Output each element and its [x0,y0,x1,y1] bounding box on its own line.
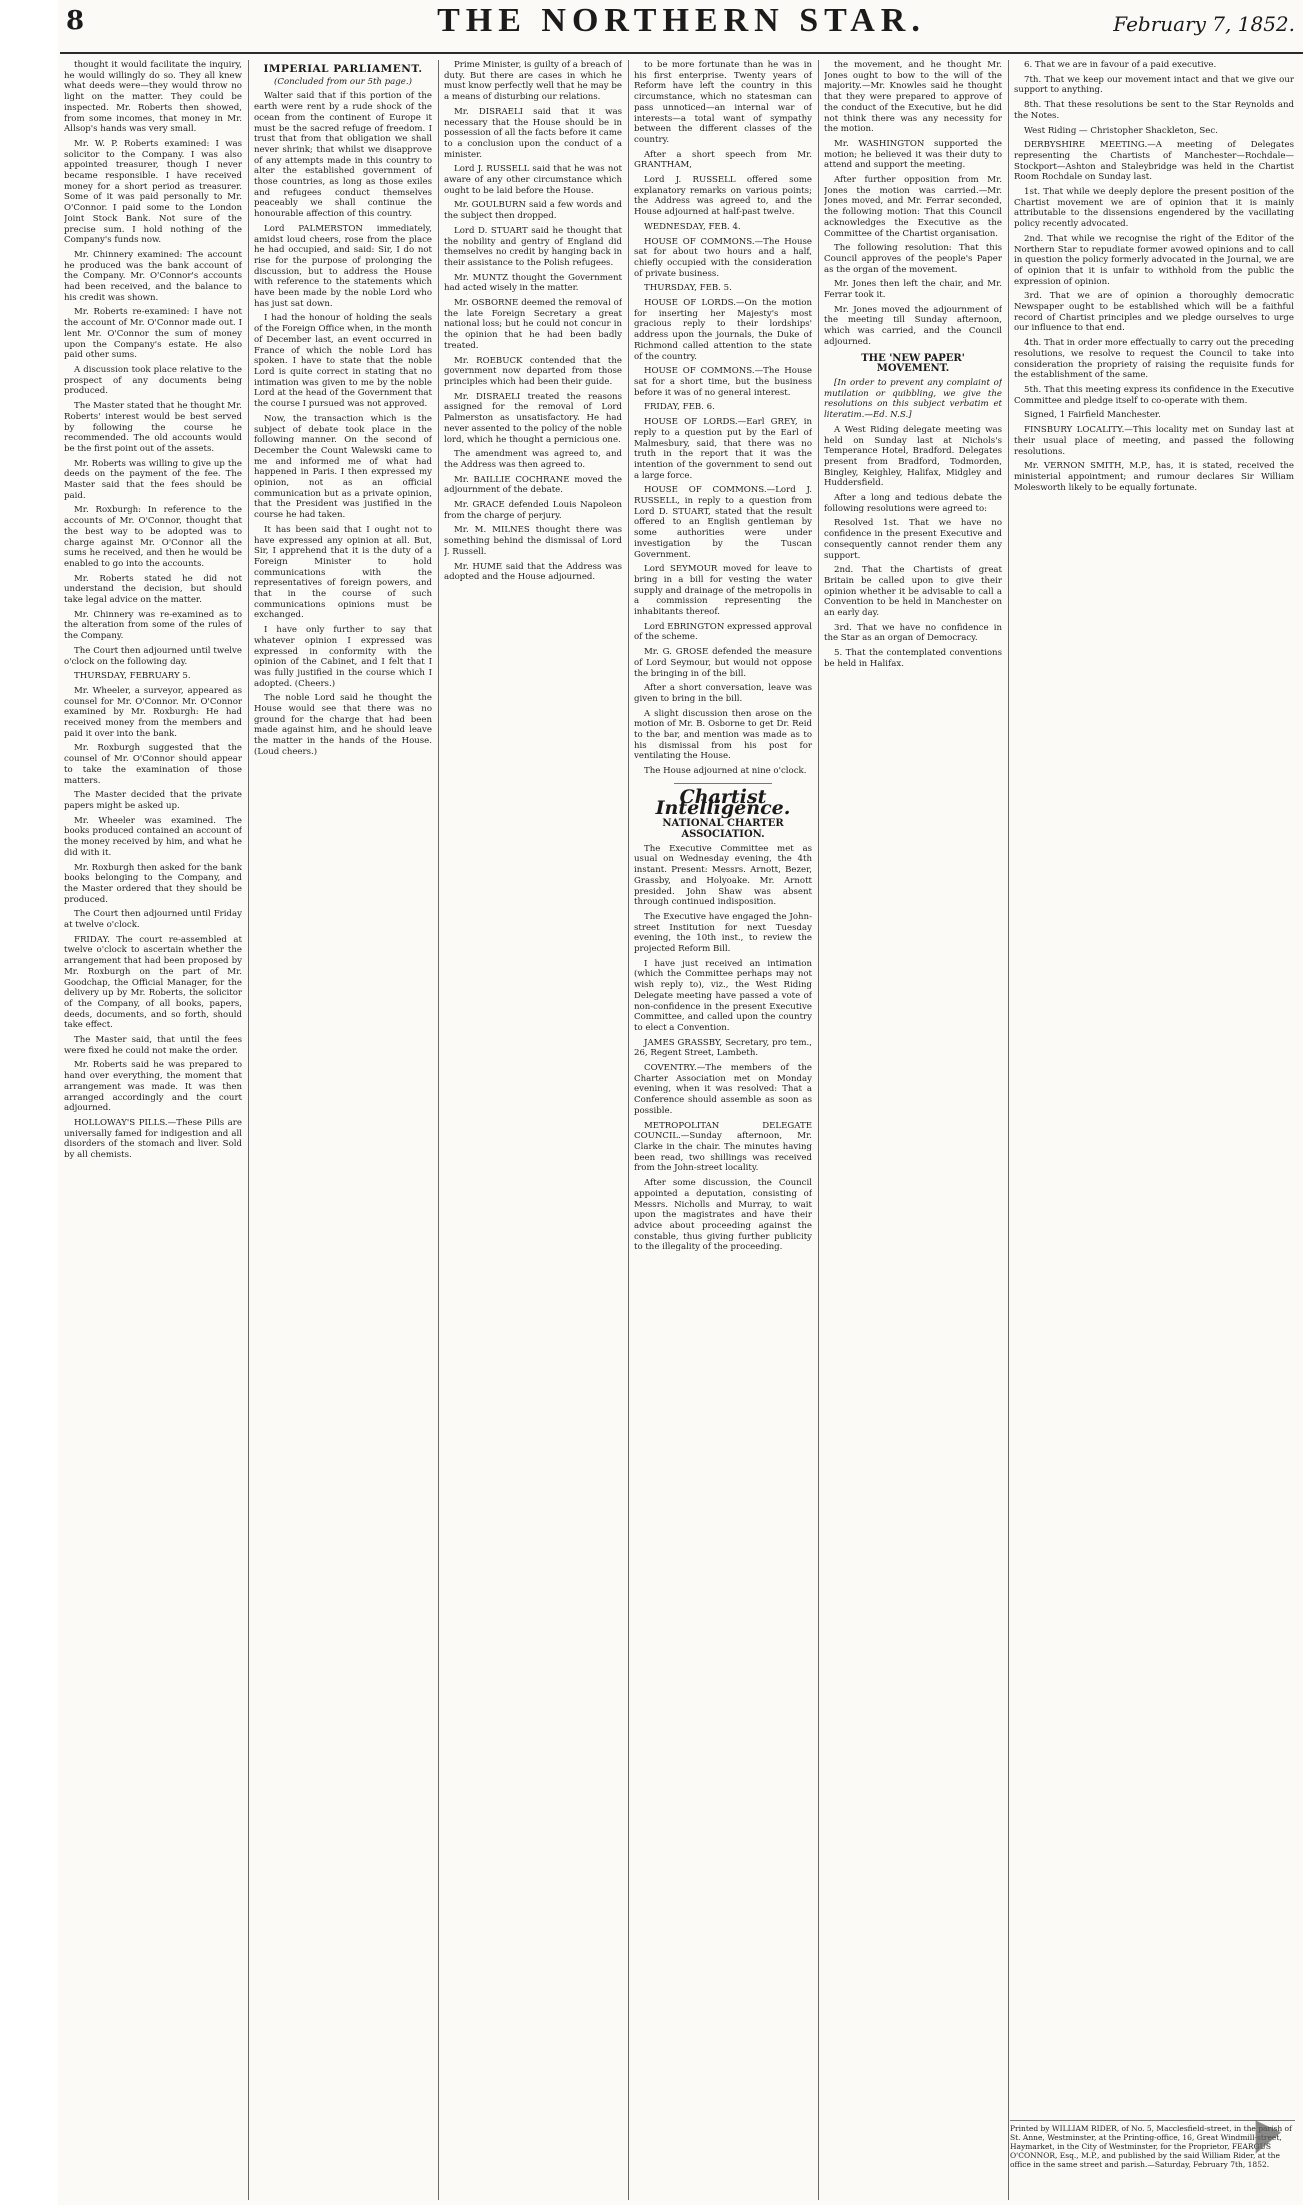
column-2 [254,60,432,2200]
article-paragraph: After some discussion, the Council appointed a deputation, consisting of Messrs. Nicholls and Murray, to wait upon the magistrates and have their advice about proceeding against the constable, thus giving further publicity to the illegality of the proceeding. [634,1178,812,1253]
article-paragraph: A slight discussion then arose on the motion of Mr. B. Osborne to get Dr. Reid to the bar, and mention was made as to his dismissal from his post for ventilating the House. [634,708,812,762]
new-paper-movement-heading: THE 'NEW PAPER' MOVEMENT. [861,352,965,375]
article-paragraph: WEDNESDAY, FEB. 4. [644,221,741,232]
article-paragraph: thought it would facilitate the inquiry, he would willingly do so. They all knew what deeds were—they would throw no light on the matter. They could be inspected. Mr. Roberts then showed, from some incomes, that money in Mr. Allsop's hands was very small. [64,60,242,135]
article-paragraph: It has been said that I ought not to have expressed any opinion at all. But, Sir, I apprehend that it is the duty of a Foreign Minister to hold communications with the representatives of foreign powers, and that in the course of such communications opinions must be exchanged. [254,524,432,621]
masthead [60,0,1303,52]
column-2-body [254,91,432,757]
article-paragraph: A West Riding delegate meeting was held on Sunday last at Nichols's Temperance Hotel, Bradford. Delegates present from Bradford, Todmorden, Bingley, Keighley, Halifax, Midgley and Huddersfield. [824,424,1002,489]
article-paragraph: Mr. Jones moved the adjournment of the meeting till Sunday afternoon, which was carried, and the Council adjourned. [824,304,1002,347]
new-paper-movement-body [824,425,1002,670]
article-paragraph: 2nd. That the Chartists of great Britain be called upon to give their opinion whether it be advisable to call a Convention to be held in Manchester on an early day. [824,565,1002,619]
article-paragraph: METROPOLITAN DELEGATE COUNCIL.—Sunday afternoon, Mr. Clarke in the chair. The minutes having been read, two shillings was received from the John-street locality. [634,1120,812,1174]
column-1 [64,60,242,2200]
article-paragraph: JAMES GRASSBY, Secretary, pro tem., 26, Regent Street, Lambeth. [634,1037,812,1059]
article-paragraph: Mr. HUME said that the Address was adopted and the House adjourned. [444,561,622,583]
article-paragraph: Mr. Wheeler, a surveyor, appeared as counsel for Mr. O'Connor. Mr. O'Connor examined by Mr. Roxburgh: He had received money from the members and paid it over into the bank. [64,685,242,739]
article-paragraph: 1st. That while we deeply deplore the present position of the Chartist movement we are of opinion that it is mainly attributable to the dissensions engendered by the vacillating policy recently advocated. [1014,187,1294,230]
article-paragraph: The Master stated that he thought Mr. Roberts' interest would be best served by following the course he recommended. The old accounts would be the first point out of the assets. [64,401,242,454]
column-6 [1014,60,1294,2110]
article-paragraph: The Master decided that the private papers might be asked up. [64,790,242,811]
masthead-rule [60,52,1303,54]
article-paragraph: Mr. Roberts said he was prepared to hand over everything, the moment that arrangement was made. It was then arranged accordingly and the court adjourned. [64,1060,242,1114]
article-paragraph: Mr. Chinnery examined: The account he produced was the bank account of the Company. Mr. O'Connor's accounts had been received, and the balance to his credit was shown. [64,249,242,303]
column-divider [1008,60,1009,2200]
article-paragraph: The noble Lord said he thought the House would see that there was no ground for the charge that had been made against him, and he should leave the matter in the hands of the House. (Loud cheers.) [254,693,432,757]
article-paragraph: 2nd. That while we recognise the right of the Editor of the Northern Star to repudiate former avowed opinions and to call in question the policy formerly advocated in the Journal, we are of opinion that it is unfair to withhold from the public the expression of opinion. [1014,233,1294,287]
article-paragraph: Mr. BAILLIE COCHRANE moved the adjournment of the debate. [444,474,622,496]
article-paragraph: Mr. Roxburgh: In reference to the accounts of Mr. O'Connor, thought that the best way to be adopted was to charge against Mr. O'Connor all the sums he received, and then he would be enabled to go into the accounts. [64,505,242,569]
section-heading-parliament: IMPERIAL PARLIAMENT. [263,63,423,75]
article-paragraph: Mr. Chinnery was re-examined as to the alteration from some of the rules of the Company. [64,609,242,642]
article-paragraph: Mr. G. GROSE defended the measure of Lord Seymour, but would not oppose the bringing in of the bill. [634,647,812,679]
article-paragraph: FINSBURY LOCALITY.—This locality met on Sunday last at their usual place of meeting, and passed the following resolutions. [1014,425,1294,457]
article-paragraph: Resolved 1st. That we have no confidence in the present Executive and consequently cannot render them any support. [824,518,1002,561]
article-paragraph: 5th. That this meeting express its confidence in the Executive Committee and pledge itself to co-operate with them. [1014,384,1294,406]
article-paragraph: After a short conversation, leave was given to bring in the bill. [634,683,812,704]
article-paragraph: Lord SEYMOUR moved for leave to bring in a bill for vesting the water supply and drainage of the metropolis in a commission representing the inhabitants thereof. [634,564,812,618]
article-paragraph: HOLLOWAY'S PILLS.—These Pills are universally famed for indigestion and all disorders of the stomach and liver. Sold by all chemists. [64,1117,242,1161]
article-paragraph: West Riding — Christopher Shackleton, Sec. [1024,125,1218,136]
column-divider [438,60,439,2200]
article-paragraph: Mr. Jones then left the chair, and Mr. Ferrar took it. [824,279,1002,301]
article-paragraph: Mr. GOULBURN said a few words and the subject then dropped. [444,200,622,222]
column-4 [634,60,812,2200]
article-paragraph: Lord D. STUART said he thought that the nobility and gentry of England did themselves no credit by hanging back in their assistance to the Polish refugees. [444,225,622,268]
column-divider [248,60,249,2200]
article-paragraph: FRIDAY. The court re-assembled at twelve o'clock to ascertain whether the arrangement that had been proposed by Mr. Roxburgh on the part of Mr. Goodchap, the Official Manager, for the delivery up by Mr. Roberts, the solicitor of the Company, of all books, papers, deeds, documents, and so forth, should take effect. [64,934,242,1031]
article-paragraph: to be more fortunate than he was in his first enterprise. Twenty years of Reform have left the country in this circumstance, which no statesman can pass unnoticed—an internal war of interests—a total want of sympathy between the different classes of the country. [634,60,812,145]
article-paragraph: 8th. That these resolutions be sent to the Star Reynolds and the Notes. [1014,100,1294,121]
article-paragraph: Mr. Roberts re-examined: I have not the account of Mr. O'Connor made out. I lent Mr. O'Connor the sum of money upon the Company's estate. He also paid other sums. [64,307,242,361]
article-paragraph: The House adjourned at nine o'clock. [644,766,807,777]
article-paragraph: HOUSE OF COMMONS.—Lord J. RUSSELL, in reply to a question from Lord D. STUART, stated that the result offered to an English gentleman by some authorities were under investigation by the Tuscan Government. [634,485,812,560]
article-paragraph: Mr. Roberts was willing to give up the deeds on the payment of the fee. The Master said that the fees should be paid. [64,458,242,501]
article-paragraph: Mr. Roxburgh suggested that the counsel of Mr. O'Connor should appear to take the examination of those matters. [64,743,242,786]
article-paragraph: the movement, and he thought Mr. Jones ought to bow to the will of the majority.—Mr. Knowles said he thought that they were prepared to approve of the conduct of the Executive, but he did not think there was any necessity for the motion. [824,60,1002,135]
printer-imprint: Printed by WILLIAM RIDER, of No. 5, Macclesfield-street, in the parish of St. Anne, Westminster, at the Printing-office, 16, Great Windmill-street, Haymarket, in the City of Westminster, for the Proprietor, FEARGUS O'CONNOR, Esq., M.P., and published by the said William Rider, at the office in the same street and parish.—Saturday, February 7th, 1852. [1010,2120,1295,2169]
article-paragraph: The Executive Committee met as usual on Wednesday evening, the 4th instant. Present: Messrs. Arnott, Bezer, Grassby, and Holyoake. Mr. Arnott presided. John Shaw was absent through continued indisposition. [634,843,812,908]
column-5 [824,60,1002,2200]
page-number: 8 [66,6,85,36]
article-paragraph: Mr. W. P. Roberts examined: I was solicitor to the Company. I was also appointed treasurer, though I never became responsible. I have received money for a short period as treasurer. Some of it was paid personally to Mr. O'Connor. I paid some to the London Joint Stock Bank. Not sure of the precise sum. I hold nothing of the Company's funds now. [64,138,242,246]
article-paragraph: Mr. WASHINGTON supported the motion; he believed it was their duty to attend and support the meeting. [824,138,1002,171]
article-paragraph: HOUSE OF COMMONS.—The House sat for a short time, but the business before it was of no general interest. [634,366,812,398]
column-3 [444,60,622,2200]
editor-note: [In order to prevent any complaint of mutilation or quibbling, we give the resolutions on this subject verbatim et literatim.—Ed. N.S.] [824,377,1002,421]
article-paragraph: Walter said that if this portion of the earth were rent by a rude shock of the ocean from the continent of Europe it must be the sacred refuge of freedom. I trust that from that obligation we shall never shrink; that whilst we disapprove of any attempts made in this country to alter the established government of those countries, as long as those exiles and refugees conduct themselves peaceably we shall continue the honourable affection of this country. [254,91,432,220]
article-paragraph: HOUSE OF COMMONS.—The House sat for about two hours and a half, chiefly occupied with the consideration of private business. [634,236,812,279]
article-paragraph: The Court then adjourned until Friday at twelve o'clock. [64,909,242,931]
article-paragraph: Lord J. RUSSELL offered some explanatory remarks on various points; the Address was agreed to, and the House adjourned at half-past twelve. [634,175,812,218]
article-paragraph: THURSDAY, FEB. 5. [644,283,732,294]
article-paragraph: Mr. OSBORNE deemed the removal of the late Foreign Secretary a great national loss; but he could not concur in the opinion that he had been badly treated. [444,298,622,351]
article-paragraph: I had the honour of holding the seals of the Foreign Office when, in the month of December last, an event occurred in France of which the noble Lord has spoken. I have to state that the noble Lord is quite correct in stating that no intimation was given to me by the noble Lord at the head of the Government that the course I pursued was not approved. [254,313,432,410]
column-divider [818,60,819,2200]
article-paragraph: Mr. VERNON SMITH, M.P., has, it is stated, received the ministerial appointment; and rumour declares Sir William Molesworth likely to be equally fortunate. [1014,461,1294,493]
article-paragraph: Mr. Wheeler was examined. The books produced contained an account of the money received by him, and what he did with it. [64,815,242,858]
article-paragraph: Lord PALMERSTON immediately, amidst loud cheers, rose from the place he had occupied, and said: Sir, I do not rise for the purpose of prolonging the discussion, but to address the House with reference to the statements which have been made by the noble Lord who has just sat down. [254,223,432,309]
article-paragraph: The Court then adjourned until twelve o'clock on the following day. [64,645,242,667]
article-paragraph: A discussion took place relative to the prospect of any documents being produced. [64,364,242,397]
article-paragraph: THURSDAY, FEBRUARY 5. [74,671,191,682]
article-paragraph: Mr. M. MILNES thought there was something behind the dismissal of Lord J. Russell. [444,525,622,557]
article-paragraph: After further opposition from Mr. Jones the motion was carried.—Mr. Jones moved, and Mr. Ferrar seconded, the following motion: That this Council acknowledges the Executive as the Committee of the Chartist organisation. [824,175,1002,239]
article-paragraph: 6. That we are in favour of a paid executive. [1024,60,1217,70]
article-paragraph: Mr. Roxburgh then asked for the bank books belonging to the Company, and the Master ordered that they should be produced. [64,862,242,905]
article-paragraph: Lord EBRINGTON expressed approval of the scheme. [634,621,812,643]
article-paragraph: The amendment was agreed to, and the Address was then agreed to. [444,449,622,470]
article-paragraph: I have only further to say that whatever opinion I expressed was expressed in conformity with the opinion of the Cabinet, and I felt that I was fully justified in the course which I adopted. (Cheers.) [254,625,432,689]
article-paragraph: Signed, 1 Fairfield Manchester. [1024,410,1161,421]
article-paragraph: HOUSE OF LORDS.—On the motion for inserting her Majesty's most gracious reply to their lordships' address upon the journals, the Duke of Richmond called attention to the state of the country. [634,298,812,362]
article-paragraph: After a long and tedious debate the following resolutions were agreed to: [824,493,1002,514]
article-paragraph: 3rd. That we are of opinion a thoroughly democratic Newspaper ought to be established which will be a faithful record of Chartist principles and we pledge ourselves to urge our influence to that end. [1014,291,1294,334]
section-subheading: (Concluded from our 5th page.) [274,76,412,87]
article-paragraph: Mr. MUNTZ thought the Government had acted wisely in the matter. [444,272,622,294]
article-paragraph: The Master said, that until the fees were fixed he could not make the order. [64,1035,242,1056]
section-rule [674,783,772,784]
article-paragraph: COVENTRY.—The members of the Charter Association met on Monday evening, when it was resolved: That a Conference should assemble as soon as possible. [634,1063,812,1116]
article-paragraph: After a short speech from Mr. GRANTHAM, [634,149,812,171]
chartist-intelligence-title: Chartist Intelligence. [655,785,791,819]
article-paragraph: DERBYSHIRE MEETING.—A meeting of Delegates representing the Chartists of Manchester—Rochdale—Stockport—Ashton and Staleybridge was held in the Chartist Room Rochdale on Sunday last. [1014,140,1294,183]
article-paragraph: Mr. Roberts stated he did not understand the decision, but should take legal advice on the matter. [64,573,242,606]
article-paragraph: Now, the transaction which is the subject of debate took place in the following manner. On the second of December the Count Walewski came to me and informed me of what had happened in Paris. I then expressed my opinion, not as an official communication but as a private opinion, that the President was justified in the course he had taken. [254,413,432,521]
article-paragraph: Mr. GRACE defended Louis Napoleon from the charge of perjury. [444,500,622,521]
chartist-intelligence-body [634,844,812,1253]
article-paragraph: FRIDAY, FEB. 6. [644,402,715,413]
article-paragraph: Mr. DISRAELI treated the reasons assigned for the removal of Lord Palmerston as unsatisfactory. He had never assented to the policy of the noble lord, which he thought a pernicious one. [444,391,622,445]
article-paragraph: I have just received an intimation (which the Committee perhaps may not wish reply to), viz., the West Riding Delegate meeting have passed a vote of non-confidence in the present Executive Committee, and called upon the country to elect a Convention. [634,958,812,1033]
article-paragraph: The following resolution: That this Council approves of the people's Paper as the organ of the movement. [824,243,1002,275]
association-heading: NATIONAL CHARTER ASSOCIATION. [662,818,784,840]
page-margin [0,0,58,2205]
article-paragraph: Mr. DISRAELI said that it was necessary that the House should be in possession of all the facts before it came to a conclusion upon the conduct of a minister. [444,106,622,160]
article-paragraph: 5. That the contemplated conventions be held in Halifax. [824,648,1002,669]
paper-title: THE NORTHERN STAR. [437,2,926,39]
article-paragraph: Mr. ROEBUCK contended that the government now departed from those principles which had been their guide. [444,355,622,387]
article-paragraph: The Executive have engaged the John-street Institution for next Tuesday evening, the 10th inst., to review the projected Reform Bill. [634,911,812,955]
column-5-body [824,60,1002,348]
article-paragraph: 3rd. That we have no confidence in the Star as an organ of Democracy. [824,622,1002,644]
issue-date: February 7, 1852. [1113,12,1295,36]
column-divider [628,60,629,2200]
article-paragraph: Prime Minister, is guilty of a breach of duty. But there are cases in which he must know perfectly well that he may be a means of disturbing our relations. [444,60,622,103]
article-paragraph: Lord J. RUSSELL said that he was not aware of any other circumstance which ought to be laid before the House. [444,164,622,196]
article-paragraph: HOUSE OF LORDS.—Earl GREY, in reply to a question put by the Earl of Malmesbury, said, that there was no truth in the report that it was the intention of the government to send out a large force. [634,417,812,481]
column-4-body [634,60,812,777]
article-paragraph: 4th. That in order more effectually to carry out the preceding resolutions, we resolve to request the Council to take into consideration the propriety of raising the requisite funds for the establishment of the same. [1014,338,1294,381]
article-paragraph: 7th. That we keep our movement intact and that we give our support to anything. [1014,74,1294,96]
